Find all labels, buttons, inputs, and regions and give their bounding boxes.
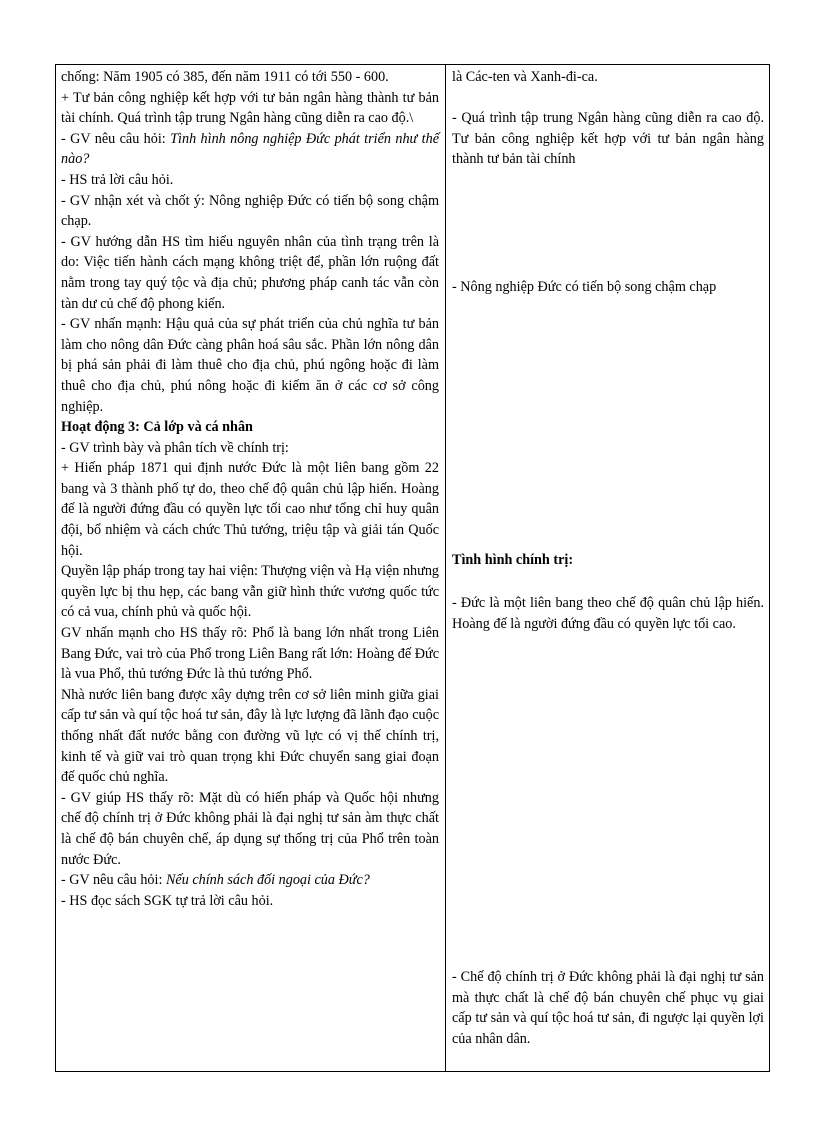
teacher-student-activities-column — [61, 67, 439, 911]
paragraph: Nhà nước liên bang được xây dựng trên cơ sở liên minh giữa giai cấp tư sản và quí tộc hoá tư sản, đây là lực lượng đã lãnh đạo cuộc thống nhất đất nước bằng con đường vũ lực có vị thế chính trị, kinh tế và giữ vai trò quan trọng khi Đức chuyển sang giai đoạn đế quốc chủ nghĩa. — [61, 686, 439, 786]
question-text: Tình hình nông nghiệp Đức phát triển như thế nào? — [61, 130, 440, 168]
paragraph: - Nông nghiệp Đức có tiến bộ song chậm chạp — [452, 279, 717, 295]
paragraph: - GV trình bày và phân tích về chính trị: — [61, 439, 289, 456]
paragraph: Quyền lập pháp trong tay hai viện: Thượng viện và Hạ viện nhưng quyền lực bị thu hẹp, các bang vẫn giữ hình thức vương quốc tức có cả vua, chính phủ và quốc hội. — [61, 563, 440, 621]
activity-heading: Hoạt động 3: Cả lớp và cá nhân — [61, 419, 253, 436]
paragraph: - Chế độ chính trị ở Đức không phải là đại nghị tư sản mà thực chất là chế độ bán chuyên chế phục vụ giai cấp tư sản và quí tộc hoá tư sản, đi ngược lại quyền lợi của nhân dân. — [452, 969, 764, 1047]
lesson-table — [55, 64, 770, 1072]
paragraph: - GV giúp HS thấy rõ: Mặt dù có hiến pháp và Quốc hội nhưng chế độ chính trị ở Đức không phải là đại nghị tư sản àm thực chất là chế độ bán chuyên chế, áp dụng sự thống trị của Phổ trên toàn nước Đức. — [61, 789, 439, 868]
question-text: Nếu chính sách đối ngoại của Đức? — [165, 872, 370, 889]
paragraph: chống: Năm 1905 có 385, đến năm 1911 có tới 550 - 600. — [61, 69, 389, 85]
paragraph: - GV nhấn mạnh: Hậu quả của sự phát triển của chủ nghĩa tư bản làm cho nông dân Đức càng phân hoá sâu sắc. Phần lớn nông dân bị phá sản phải đi làm thuê cho địa chủ, phú ngông hoặc đi làm thuê cho địa chủ, phú nông hoặc đi kiếm ăn ở các cơ sở công nghiệp. — [61, 316, 439, 415]
paragraph: - Quá trình tập trung Ngân hàng cũng diễn ra cao độ. Tư bản công nghiệp kết hợp với tư bản ngân hàng thành tư bản tài chính — [452, 110, 764, 168]
question-prefix: - GV nêu câu hỏi: — [61, 130, 171, 147]
paragraph: + Tư bản công nghiệp kết hợp với tư bản ngân hàng thành tư bản tài chính. Quá trình tập trung Ngân hàng cũng diễn ra cao độ.\ — [61, 89, 439, 127]
question-paragraph — [61, 870, 439, 891]
paragraph: - GV nhận xét và chốt ý: Nông nghiệp Đức có tiến bộ song chậm chạp. — [61, 192, 439, 230]
section-heading: Tình hình chính trị: — [452, 552, 574, 568]
paragraph: - GV hướng dẫn HS tìm hiểu nguyên nhân của tình trạng trên là do: Việc tiến hành cách mạng không triệt để, phần lớn ruộng đất nằm trong tay quý tộc và địa chủ; phương pháp canh tác vẫn còn tàn dư củ chế độ phong kiến. — [61, 233, 439, 312]
question-prefix: - GV nêu câu hỏi: — [61, 872, 166, 889]
paragraph: GV nhấn mạnh cho HS thấy rõ: Phổ là bang lớn nhất trong Liên Bang Đức, vai trò của Phổ trong Liên Bang rất lớn: Hoàng đế Đức là vua Phổ, thủ tướng Đức là thủ tướng Phổ. — [61, 625, 439, 683]
paragraph: + Hiến pháp 1871 qui định nước Đức là một liên bang gồm 22 bang và 3 thành phố tự do, theo chế độ quân chủ lập hiến. Hoàng đế là người đứng đầu có quyền lực tối cao như tổng chỉ huy quân đội, bổ nhiệm và cách chức Thủ tướng, triệu tập và giải tán Quốc hội. — [61, 460, 439, 559]
paragraph: - HS trả lời câu hỏi. — [61, 171, 174, 188]
paragraph: - HS đọc sách SGK tự trả lời câu hỏi. — [61, 892, 274, 909]
question-paragraph — [61, 129, 439, 170]
column-divider — [445, 65, 446, 1071]
paragraph: là Các-ten và Xanh-đi-ca. — [452, 69, 598, 85]
paragraph: - Đức là một liên bang theo chế độ quân chủ lập hiến. Hoàng đế là người đứng đầu có quyền lực tối cao. — [452, 595, 764, 632]
